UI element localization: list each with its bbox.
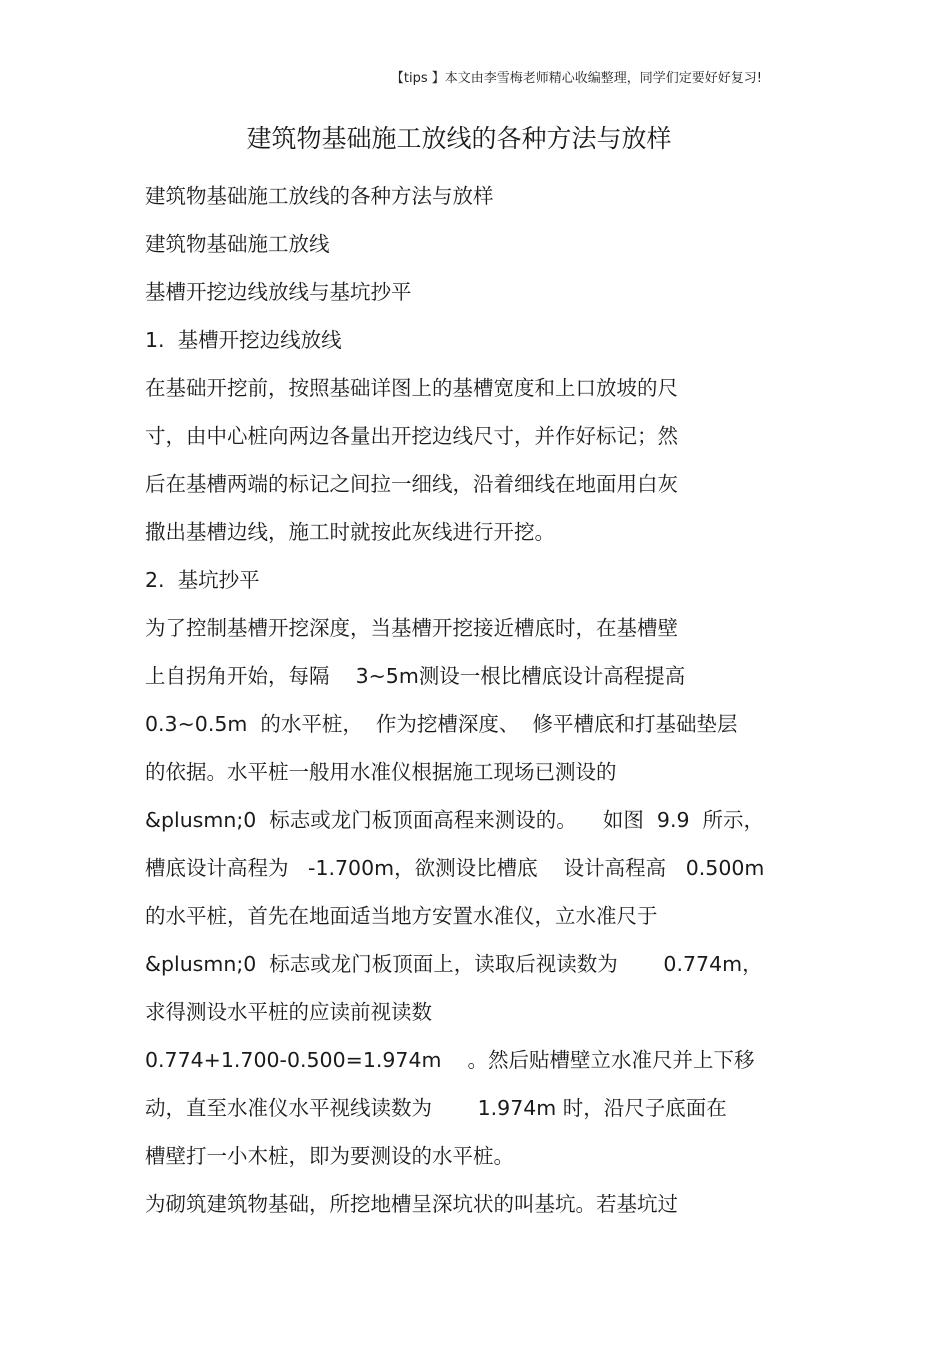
body-line: 求得测设水平桩的应读前视读数 — [145, 1000, 432, 1024]
body-line: 为砌筑建筑物基础，所挖地槽呈深坑状的叫基坑。若基坑过 — [145, 1192, 678, 1216]
body-line: 槽壁打一小木桩，即为要测设的水平桩。 — [145, 1144, 514, 1168]
document-title: 建筑物基础施工放线的各种方法与放样 — [246, 124, 672, 153]
header-tips: 【tips 】本文由李雪梅老师精心收编整理，同学们定要好好复习! — [390, 71, 762, 86]
body-line: 基槽开挖边线放线与基坑抄平 — [145, 280, 412, 304]
body-line: 的依据。水平桩一般用水准仪根据施工现场已测设的 — [145, 760, 617, 784]
body-line: 建筑物基础施工放线的各种方法与放样 — [145, 184, 494, 208]
body-line: 0.3~0.5m 的水平桩， 作为挖槽深度、 修平槽底和打基础垫层 — [145, 712, 738, 736]
body-line: 上自拐角开始，每隔 3~5m测设一根比槽底设计高程提高 — [145, 664, 686, 688]
body-line: &plusmn;0 标志或龙门板顶面上，读取后视读数为 0.774m， — [145, 952, 763, 976]
body-line: 在基础开挖前，按照基础详图上的基槽宽度和上口放坡的尺 — [145, 376, 678, 400]
body-line: &plusmn;0 标志或龙门板顶面高程来测设的。 如图 9.9 所示， — [145, 808, 765, 832]
section-heading: 1. 基槽开挖边线放线 — [145, 328, 342, 352]
section-heading: 2. 基坑抄平 — [145, 568, 260, 592]
body-line: 0.774+1.700-0.500=1.974m 。然后贴槽壁立水准尺并上下移 — [145, 1048, 755, 1072]
body-line: 寸，由中心桩向两边各量出开挖边线尺寸，并作好标记；然 — [145, 424, 678, 448]
body-line: 槽底设计高程为 -1.700m，欲测设比槽底 设计高程高 0.500m — [145, 856, 765, 880]
body-line: 的水平桩，首先在地面适当地方安置水准仪，立水准尺于 — [145, 904, 658, 928]
body-line: 动，直至水准仪水平视线读数为 1.974m 时，沿尺子底面在 — [145, 1096, 727, 1120]
body-line: 撒出基槽边线，施工时就按此灰线进行开挖。 — [145, 520, 555, 544]
body-line: 后在基槽两端的标记之间拉一细线，沿着细线在地面用白灰 — [145, 472, 678, 496]
body-line: 为了控制基槽开挖深度，当基槽开挖接近槽底时，在基槽壁 — [145, 616, 678, 640]
document-body — [145, 178, 815, 1234]
body-line: 建筑物基础施工放线 — [145, 232, 330, 256]
